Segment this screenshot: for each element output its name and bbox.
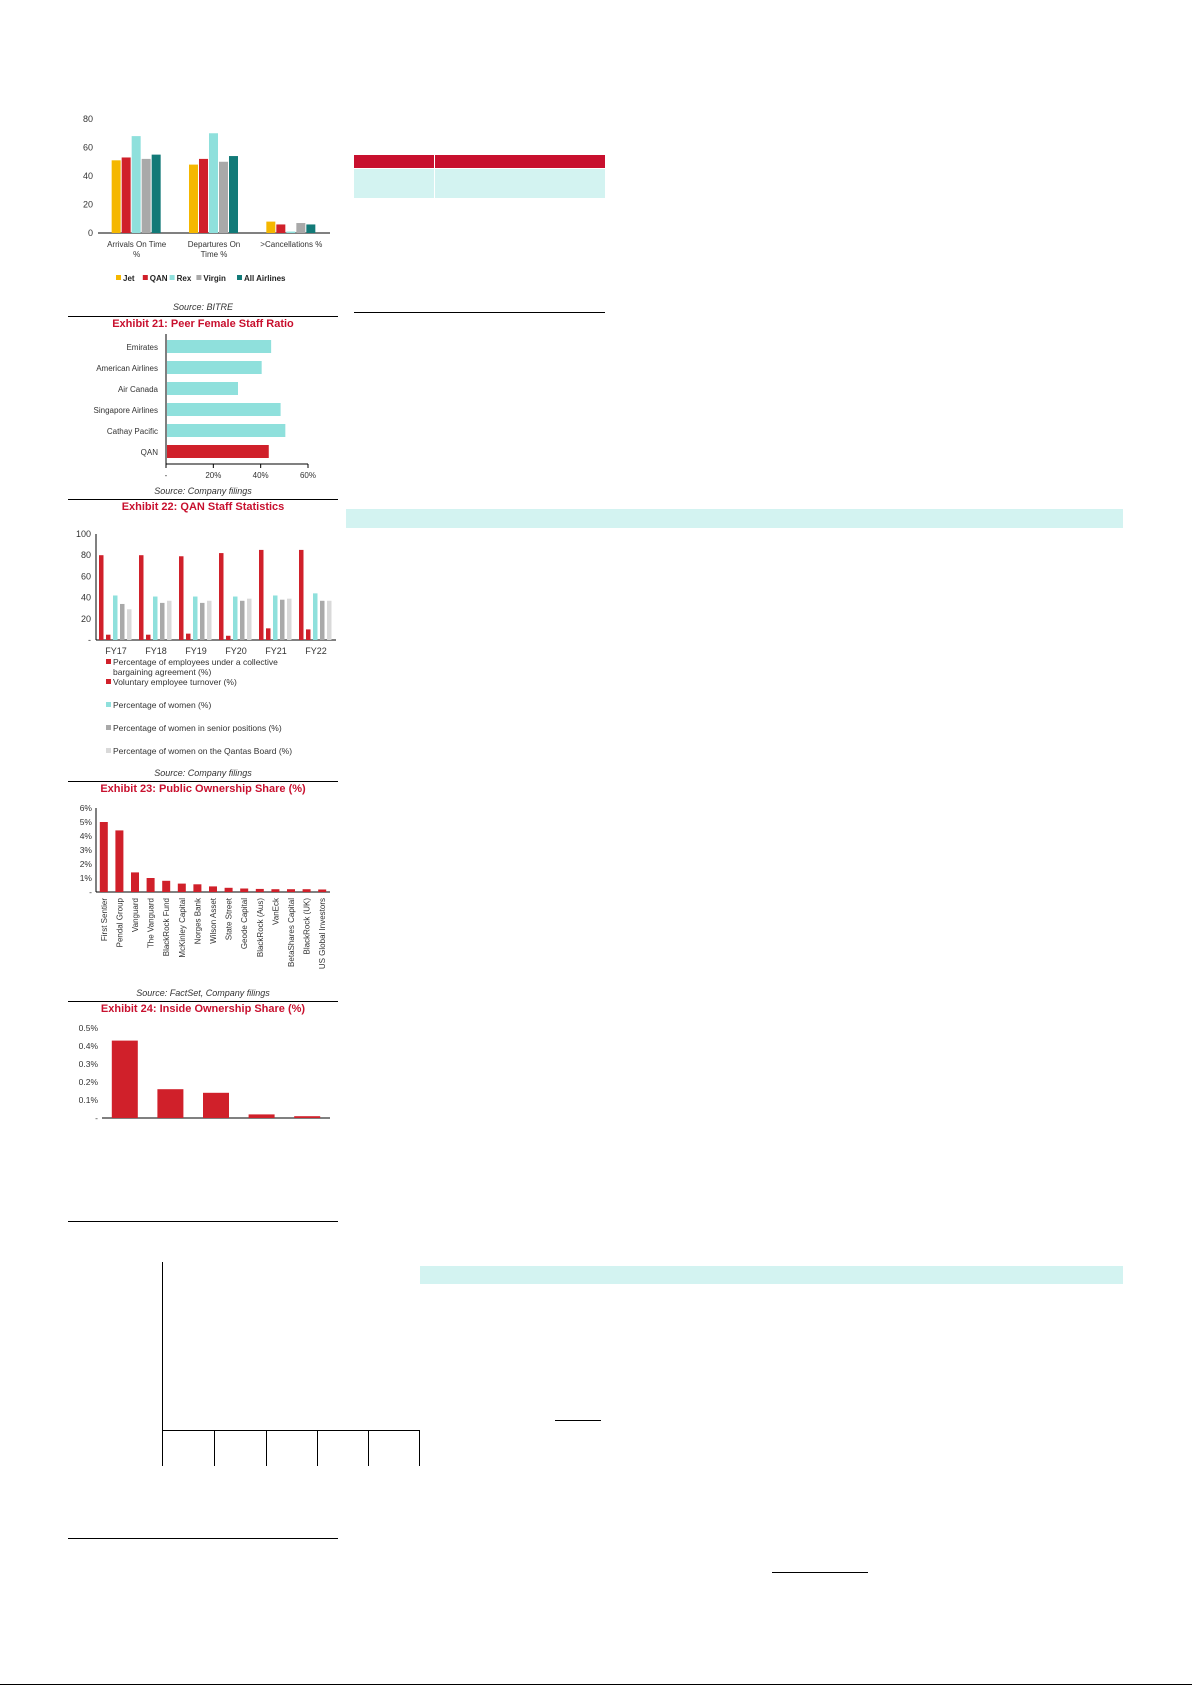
category-label: Vanguard — [131, 898, 140, 933]
bar — [207, 601, 212, 640]
grid-line — [317, 1430, 318, 1466]
bar — [167, 424, 285, 437]
category-label: Time % — [200, 250, 228, 259]
bar — [162, 881, 170, 892]
y-tick-label: 2% — [79, 859, 92, 869]
y-tick-label: - — [88, 635, 91, 645]
legend-label: QAN — [149, 274, 168, 283]
bar — [179, 556, 184, 640]
y-tick-label: 80 — [82, 114, 93, 124]
table-header-cell — [435, 155, 605, 168]
exhibit-23-title: Exhibit 23: Public Ownership Share (%) — [100, 783, 306, 795]
category-label: State Street — [224, 898, 234, 941]
bar — [146, 635, 151, 640]
bar — [153, 597, 158, 640]
legend-label: Percentage of women on the Qantas Board (%) — [113, 746, 293, 756]
frame-line — [162, 1262, 163, 1466]
bar — [313, 593, 318, 640]
y-tick-label: 100 — [75, 529, 91, 539]
bar — [106, 635, 111, 640]
legend-swatch — [196, 275, 201, 280]
bar — [203, 1093, 229, 1118]
bar — [226, 636, 231, 640]
bar — [219, 553, 224, 640]
exhibit-22-title: Exhibit 22: QAN Staff Statistics — [121, 501, 285, 513]
category-label: FY17 — [105, 646, 127, 656]
legend-swatch — [106, 659, 111, 664]
bar — [160, 603, 165, 640]
y-tick-label: 0.5% — [78, 1023, 98, 1033]
bar — [240, 601, 245, 640]
category-label: Singapore Airlines — [93, 406, 158, 415]
category-label: Geode Capital — [240, 898, 250, 950]
bar — [157, 1089, 183, 1118]
bar — [178, 884, 186, 892]
category-label: QAN — [140, 448, 158, 457]
legend-label: bargaining agreement (%) — [113, 667, 212, 677]
bar — [115, 830, 123, 892]
y-tick-label: 60 — [80, 571, 91, 582]
divider — [68, 1538, 338, 1539]
category-label: FY22 — [305, 646, 327, 656]
y-tick-label: - — [95, 1113, 98, 1120]
bar — [219, 162, 228, 233]
bar — [229, 156, 238, 233]
bar — [122, 157, 131, 233]
bar — [120, 604, 125, 640]
y-tick-label: - — [89, 887, 92, 897]
divider — [68, 781, 338, 782]
category-label: Arrivals On Time — [107, 240, 167, 249]
bar — [276, 224, 285, 233]
bar — [167, 445, 269, 458]
bar — [296, 223, 305, 233]
category-label: Norges Bank — [193, 898, 203, 945]
legend-swatch — [170, 275, 175, 280]
category-label: BlackRock (Aus) — [255, 898, 265, 958]
category-label: FY19 — [185, 646, 207, 656]
grid-line — [266, 1430, 267, 1466]
y-tick-label: 20 — [82, 199, 93, 210]
y-tick-label: 80 — [80, 550, 91, 561]
category-label: % — [133, 250, 141, 259]
divider — [68, 499, 338, 500]
x-tick-label: 20% — [205, 471, 222, 480]
y-tick-label: 0.1% — [78, 1095, 98, 1105]
category-label: FY21 — [265, 646, 287, 656]
bar — [200, 603, 205, 640]
y-tick-label: 60 — [82, 142, 93, 153]
category-label: Wilson Asset — [209, 898, 218, 944]
legend-swatch — [116, 275, 121, 280]
bar — [327, 601, 332, 640]
y-tick-label: 3% — [79, 845, 92, 855]
bar — [287, 599, 292, 640]
bar — [139, 555, 144, 640]
category-label: Emirates — [126, 343, 158, 352]
bar — [266, 628, 271, 640]
legend-label: Voluntary employee turnover (%) — [113, 677, 237, 687]
legend-swatch — [143, 275, 148, 280]
chart-public-ownership — [68, 800, 340, 980]
legend-label: Rex — [176, 274, 192, 283]
legend-label: Percentage of women (%) — [113, 700, 212, 710]
bar — [193, 884, 201, 892]
category-label: American Airlines — [96, 364, 158, 373]
bar — [99, 555, 104, 640]
y-tick-label: 6% — [79, 803, 92, 813]
bar — [167, 382, 238, 395]
legend-label: Virgin — [203, 274, 226, 283]
category-label: Air Canada — [117, 385, 158, 394]
exhibit-21-title: Exhibit 21: Peer Female Staff Ratio — [112, 318, 294, 330]
table-cell — [354, 169, 434, 198]
chart-20-source: Source: BITRE — [172, 302, 234, 312]
underline — [555, 1420, 601, 1421]
bar — [273, 595, 278, 640]
legend-swatch — [106, 748, 111, 753]
table-cell — [435, 169, 605, 198]
x-tick-label: 40% — [252, 471, 269, 480]
bar — [113, 595, 118, 640]
bar — [306, 629, 311, 640]
bar — [199, 159, 208, 233]
grid-line — [214, 1430, 215, 1466]
bar — [167, 601, 172, 640]
bar — [233, 597, 238, 640]
y-tick-label: 40 — [80, 592, 91, 603]
divider — [354, 312, 605, 313]
x-tick-label: - — [164, 471, 168, 480]
exhibit-22-source: Source: Company filings — [154, 768, 252, 778]
bar — [209, 886, 217, 892]
category-label: The Vanguard — [146, 898, 156, 949]
section-band — [420, 1266, 1123, 1284]
category-label: Departures On — [187, 240, 241, 249]
bar — [240, 889, 248, 893]
bar — [286, 232, 295, 233]
x-tick-label: 60% — [299, 471, 317, 480]
bar — [280, 600, 285, 640]
bar — [318, 889, 326, 892]
bar — [167, 361, 262, 374]
bar — [131, 872, 139, 892]
bar — [127, 609, 132, 640]
bar — [112, 1041, 138, 1118]
chart-qan-staff-stats — [68, 528, 340, 760]
bar — [189, 165, 198, 233]
bar — [247, 599, 252, 640]
y-tick-label: 4% — [79, 831, 92, 841]
category-label: FY18 — [145, 646, 167, 656]
bar — [259, 550, 264, 640]
bar — [132, 136, 141, 233]
y-tick-label: 0.2% — [78, 1077, 98, 1087]
bar — [142, 159, 151, 233]
exhibit-21-source: Source: Company filings — [154, 486, 252, 496]
bar — [271, 889, 279, 892]
bar — [303, 889, 311, 892]
underline — [772, 1572, 868, 1573]
y-tick-label: 0.3% — [78, 1059, 98, 1069]
bar — [294, 1116, 320, 1118]
y-tick-label: 0 — [87, 228, 93, 238]
bar — [193, 597, 198, 640]
grid-line — [162, 1430, 420, 1431]
legend-label: All Airlines — [244, 274, 286, 283]
category-label: BetaShares Capital — [287, 898, 296, 967]
chart-inside-ownership — [68, 1020, 340, 1120]
grid-line — [368, 1430, 369, 1466]
bar — [209, 133, 218, 233]
bar — [186, 634, 191, 640]
chart-peer-female-ratio — [68, 334, 340, 488]
y-tick-label: 40 — [82, 171, 93, 181]
bar — [320, 601, 325, 640]
chart-airline-ontime — [68, 108, 340, 290]
bar — [112, 160, 121, 233]
legend-label: Percentage of women in senior positions (%) — [113, 723, 282, 733]
y-tick-label: 5% — [79, 817, 92, 827]
category-label: US Global Investors — [318, 898, 328, 970]
bar — [225, 888, 233, 892]
bar — [152, 155, 161, 233]
category-label: >Cancellations % — [260, 240, 323, 249]
grid-line — [419, 1430, 420, 1466]
bar — [249, 1114, 275, 1118]
exhibit-23-source: Source: FactSet, Company filings — [136, 988, 270, 998]
divider — [68, 316, 338, 317]
section-band — [346, 509, 1123, 528]
category-label: McKinley Capital — [177, 898, 187, 958]
category-label: FY20 — [225, 646, 247, 656]
category-label: BlackRock Fund — [162, 898, 172, 957]
legend-swatch — [106, 702, 111, 707]
divider — [68, 1001, 338, 1002]
y-tick-label: 1% — [79, 873, 92, 883]
legend-swatch — [106, 725, 111, 730]
bar — [100, 822, 108, 892]
category-label: VanEck — [271, 898, 281, 925]
legend-label: Jet — [123, 274, 135, 283]
bar — [266, 222, 275, 233]
category-label: Pendal Group — [115, 898, 125, 948]
category-label: Cathay Pacific — [106, 427, 158, 436]
category-label: First Sentier — [99, 898, 109, 942]
legend-swatch — [106, 679, 111, 684]
bar — [167, 340, 271, 353]
legend-swatch — [237, 275, 242, 280]
legend-label: Percentage of employees under a collective — [113, 657, 278, 667]
bar — [306, 224, 315, 233]
table-header-cell — [354, 155, 434, 168]
bar — [299, 550, 304, 640]
bar — [167, 403, 281, 416]
y-tick-label: 20 — [80, 613, 91, 624]
category-label: BlackRock (UK) — [302, 898, 312, 955]
divider — [68, 1221, 338, 1222]
y-tick-label: 0.4% — [78, 1041, 98, 1051]
exhibit-24-title: Exhibit 24: Inside Ownership Share (%) — [100, 1003, 306, 1015]
bar — [147, 878, 155, 892]
bar — [287, 889, 295, 892]
bar — [256, 889, 264, 892]
